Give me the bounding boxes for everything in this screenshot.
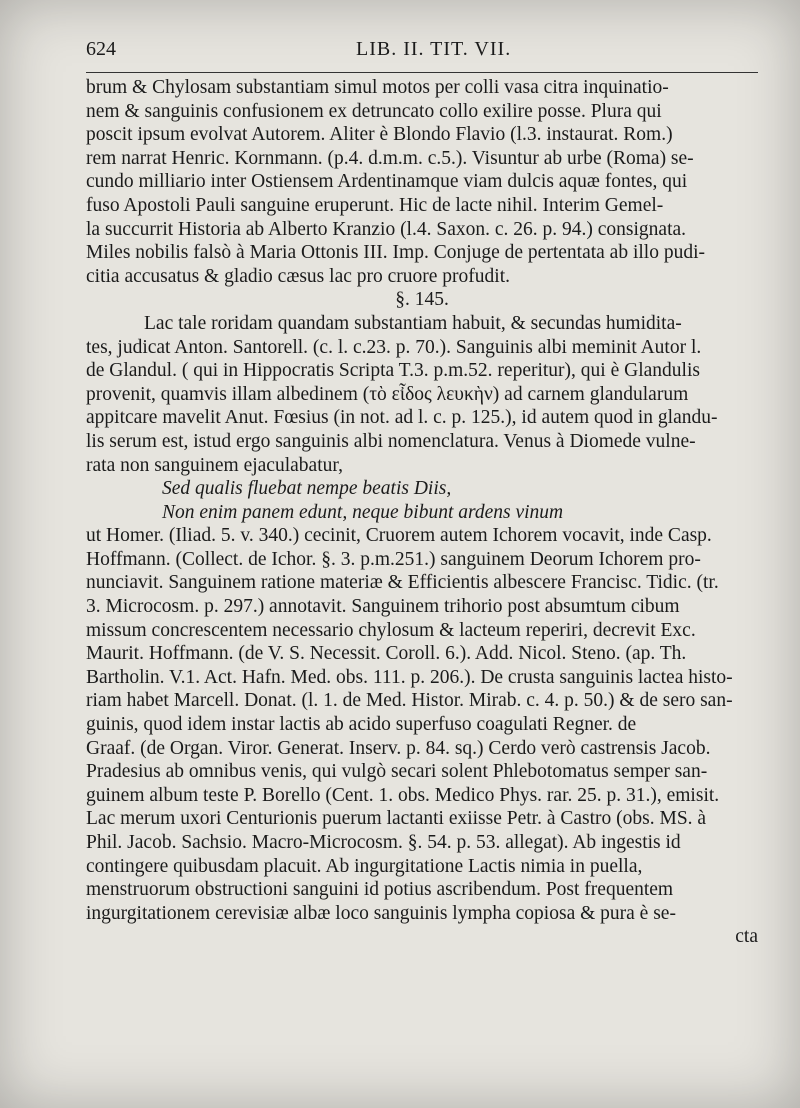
text-line: nunciavit. Sanguinem ratione materiæ & Efficientis albescere Francisc. Tidic. (tr. (86, 572, 719, 594)
text-line: guinis, quod idem instar lactis ab acido superfuso coagulati Regner. de (86, 714, 637, 736)
text-line: fuso Apostoli Pauli sanguine eruperunt. Hic de lacte nihil. Interim Gemel- (86, 194, 664, 216)
text-line: 3. Microcosm. p. 297.) annotavit. Sanguinem trihorio post absumtum cibum (86, 596, 680, 618)
header-rule (86, 72, 758, 73)
text-line: nem & sanguinis confusionem ex detruncato collo exilire posse. Plura qui (86, 100, 662, 122)
text-line: la succurrit Historia ab Alberto Kranzio (l.4. Saxon. c. 26. p. 94.) consignata. (86, 218, 687, 240)
text-line: tes, judicat Anton. Santorell. (c. l. c.23. p. 70.). Sanguinis albi meminit Autor l. (86, 336, 702, 358)
text-line: brum & Chylosam substantiam simul motos per colli vasa citra inquinatio- (86, 77, 669, 98)
verse-line: Non enim panem edunt, neque bibunt ardens vinum (162, 501, 564, 523)
text-line: de Glandul. ( qui in Hippocratis Scripta T.3. p.m.52. reperitur), qui è Glandulis (86, 360, 700, 382)
text-line: guinem album teste P. Borello (Cent. 1. obs. Medico Phys. rar. 25. p. 31.), emisit. (86, 784, 720, 806)
text-line: Lac tale roridam quandam substantiam habuit, & secundas humidita- (144, 312, 682, 334)
text-line: Phil. Jacob. Sachsio. Macro-Microcosm. §. 54. p. 53. allegat). Ab ingestis id (86, 832, 681, 853)
text-line: Graaf. (de Organ. Viror. Generat. Inserv. p. 84. sq.) Cerdo verò castrensis Jacob. (86, 737, 711, 759)
text-line: menstruorum obstructioni sanguini id potius ascribendum. Post frequentem (86, 879, 674, 901)
text-line: contingere quibusdam placuit. Ab ingurgitatione Lactis nimia in puella, (86, 855, 643, 877)
text-line: missum concrescentem necessario chylosum & lacteum reperiri, decrevit Exc. (86, 619, 696, 641)
page-header (86, 38, 754, 68)
text-line: cundo milliario inter Ostiensem Ardentinamque viam dulcis aquæ fontes, qui (86, 171, 688, 193)
text-line: riam habet Marcell. Donat. (l. 1. de Med. Histor. Mirab. c. 4. p. 50.) & de sero san- (86, 690, 733, 712)
text-line: Miles nobilis falsò à Maria Ottonis III. Imp. Conjuge de pertentata ab illo pudi- (86, 242, 705, 264)
text-line: lis serum est, istud ergo sanguinis albi nomenclatura. Venus à Diomede vulne- (86, 430, 696, 452)
text-line: Bartholin. V.1. Act. Hafn. Med. obs. 111. p. 206.). De crusta sanguinis lactea histo- (86, 666, 733, 688)
page-number: 624 (86, 38, 116, 60)
text-line: appitcare mavelit Anut. Fœsius (in not. ad l. c. p. 125.), id autem quod in glandu- (86, 407, 718, 429)
text-line: provenit, quamvis illam albedinem (τὸ εἶδος λευκὴν) ad carnem glandularum (86, 383, 689, 405)
section-number: §. 145. (395, 289, 449, 311)
text-line: ut Homer. (Iliad. 5. v. 340.) cecinit, Cruorem autem Ichorem vocavit, inde Casp. (86, 525, 712, 547)
text-line: Pradesius ab omnibus venis, qui vulgò secari solent Phlebotomatus semper san- (86, 761, 708, 783)
text-line: Hoffmann. (Collect. de Ichor. §. 3. p.m.251.) sanguinem Deorum Ichorem pro- (86, 548, 701, 570)
catchword: cta (735, 926, 758, 948)
text-line: Lac merum uxori Centurionis puerum lactanti exiisse Petr. à Castro (obs. MS. à (86, 808, 707, 830)
text-line: citia accusatus & gladio cæsus lac pro cruore profudit. (86, 265, 510, 287)
text-line: poscit ipsum evolvat Autorem. Aliter è Blondo Flavio (l.3. instaurat. Rom.) (86, 124, 673, 146)
page-body (86, 76, 758, 949)
text-line: rata non sanguinem ejaculabatur, (86, 454, 343, 476)
text-line: ingurgitationem cerevisiæ albæ loco sanguinis lympha copiosa & pura è se- (86, 902, 676, 924)
text-line: Maurit. Hoffmann. (de V. S. Necessit. Coroll. 6.). Add. Nicol. Steno. (ap. Th. (86, 643, 687, 665)
verse-line: Sed qualis fluebat nempe beatis Diis, (162, 478, 452, 500)
text-line: rem narrat Henric. Kornmann. (p.4. d.m.m. c.5.). Visuntur ab urbe (Roma) se- (86, 147, 694, 169)
running-head: LIB. II. TIT. VII. (356, 38, 512, 60)
